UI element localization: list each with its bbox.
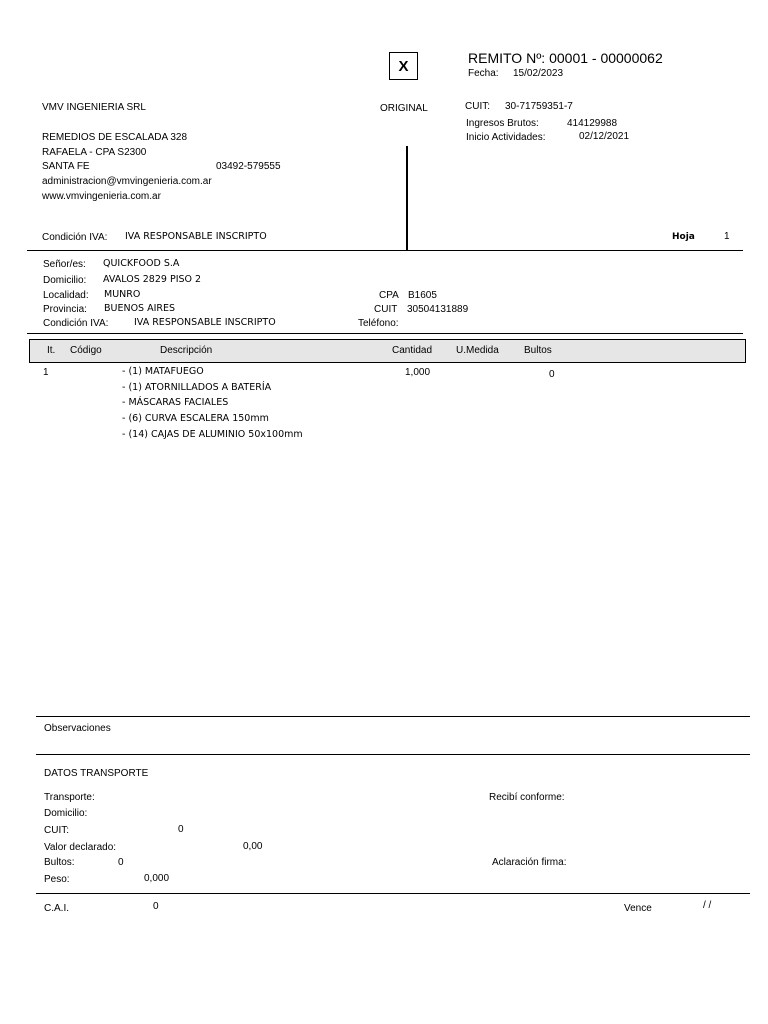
- letter-box: X: [389, 52, 418, 80]
- transporte-label: Transporte:: [44, 792, 95, 803]
- domicilio-value: AVALOS 2829 PISO 2: [103, 274, 202, 285]
- cpa-value: B1605: [408, 290, 437, 301]
- emisor-email: administracion@vmvingenieria.com.ar: [42, 176, 212, 187]
- aclaracion-label: Aclaración firma:: [492, 857, 567, 868]
- col-descripcion: Descripción: [160, 345, 213, 356]
- cliente-iva-value: IVA RESPONSABLE INSCRIPTO: [134, 317, 276, 328]
- emisor-city: RAFAELA - CPA S2300: [42, 147, 147, 158]
- cliente-cuit-label: CUIT: [374, 304, 398, 315]
- inicio-value: 02/12/2021: [579, 131, 630, 142]
- provincia-value: BUENOS AIRES: [104, 303, 176, 314]
- observaciones-label: Observaciones: [44, 723, 111, 734]
- emisor-address: REMEDIOS DE ESCALADA 328: [42, 132, 188, 143]
- inicio-label: Inicio Actividades:: [466, 132, 546, 143]
- transporte-title: DATOS TRANSPORTE: [44, 768, 149, 779]
- emisor-province: SANTA FE: [42, 161, 90, 172]
- item-bultos: 0: [549, 369, 555, 380]
- observaciones-bottom-line: [36, 754, 750, 755]
- hoja-label: Hoja: [672, 232, 695, 242]
- localidad-label: Localidad:: [43, 290, 89, 301]
- cliente-iva-label: Condición IVA:: [43, 318, 109, 329]
- document-title: REMITO Nº: 00001 - 00000062: [468, 50, 663, 66]
- transporte-cuit-value: 0: [178, 824, 184, 835]
- item-desc-line: - (1) MATAFUEGO: [122, 366, 204, 377]
- emisor-cuit-value: 30-71759351-7: [505, 101, 573, 112]
- observaciones-top-line: [36, 716, 750, 717]
- provincia-label: Provincia:: [43, 304, 87, 315]
- iibb-value: 414129988: [567, 118, 618, 129]
- item-desc-line: - (14) CAJAS DE ALUMINIO 50x100mm: [122, 429, 303, 440]
- vence-value: / /: [703, 900, 712, 911]
- col-it: It.: [47, 345, 56, 356]
- items-header: [29, 339, 746, 363]
- transporte-domicilio-label: Domicilio:: [44, 808, 88, 819]
- col-codigo: Código: [70, 345, 102, 356]
- item-cantidad: 1,000: [405, 367, 431, 378]
- emisor-iva-value: IVA RESPONSABLE INSCRIPTO: [125, 231, 267, 242]
- header-divider: [406, 146, 408, 250]
- cai-value: 0: [153, 901, 159, 912]
- col-cantidad: Cantidad: [392, 345, 433, 356]
- domicilio-label: Domicilio:: [43, 275, 87, 286]
- transporte-bottom-line: [36, 893, 750, 894]
- cpa-label: CPA: [379, 290, 399, 301]
- emisor-cuit-label: CUIT:: [465, 101, 490, 112]
- senor-value: QUICKFOOD S.A: [103, 258, 180, 269]
- emisor-iva-label: Condición IVA:: [42, 232, 108, 243]
- localidad-value: MUNRO: [104, 289, 141, 300]
- fecha-value: 15/02/2023: [513, 68, 564, 79]
- transporte-bultos-label: Bultos:: [44, 857, 75, 868]
- original-label: ORIGINAL: [380, 103, 428, 114]
- cliente-cuit-value: 30504131889: [407, 304, 469, 315]
- emisor-name: VMV INGENIERIA SRL: [42, 102, 146, 113]
- item-desc-line: - (1) ATORNILLADOS A BATERÍA: [122, 382, 272, 393]
- col-bultos: Bultos: [524, 345, 552, 356]
- emisor-phone: 03492-579555: [216, 161, 281, 172]
- iibb-label: Ingresos Brutos:: [466, 118, 539, 129]
- emisor-web: www.vmvingenieria.com.ar: [42, 191, 161, 202]
- senor-label: Señor/es:: [43, 259, 86, 270]
- peso-value: 0,000: [144, 873, 170, 884]
- header-separator: [27, 250, 743, 251]
- valor-value: 0,00: [243, 841, 263, 852]
- item-number: 1: [43, 367, 49, 378]
- recibi-label: Recibí conforme:: [489, 792, 565, 803]
- transporte-bultos-value: 0: [118, 857, 124, 868]
- hoja-value: 1: [724, 231, 730, 242]
- valor-label: Valor declarado:: [44, 842, 117, 853]
- cai-label: C.A.I.: [44, 903, 70, 914]
- fecha-label: Fecha:: [468, 68, 499, 79]
- transporte-cuit-label: CUIT:: [44, 825, 69, 836]
- item-desc-line: - MÁSCARAS FACIALES: [122, 397, 229, 408]
- item-desc-line: - (6) CURVA ESCALERA 150mm: [122, 413, 269, 424]
- cliente-separator: [27, 333, 743, 334]
- telefono-label: Teléfono:: [358, 318, 399, 329]
- vence-label: Vence: [624, 903, 652, 914]
- peso-label: Peso:: [44, 874, 70, 885]
- col-umedida: U.Medida: [456, 345, 499, 356]
